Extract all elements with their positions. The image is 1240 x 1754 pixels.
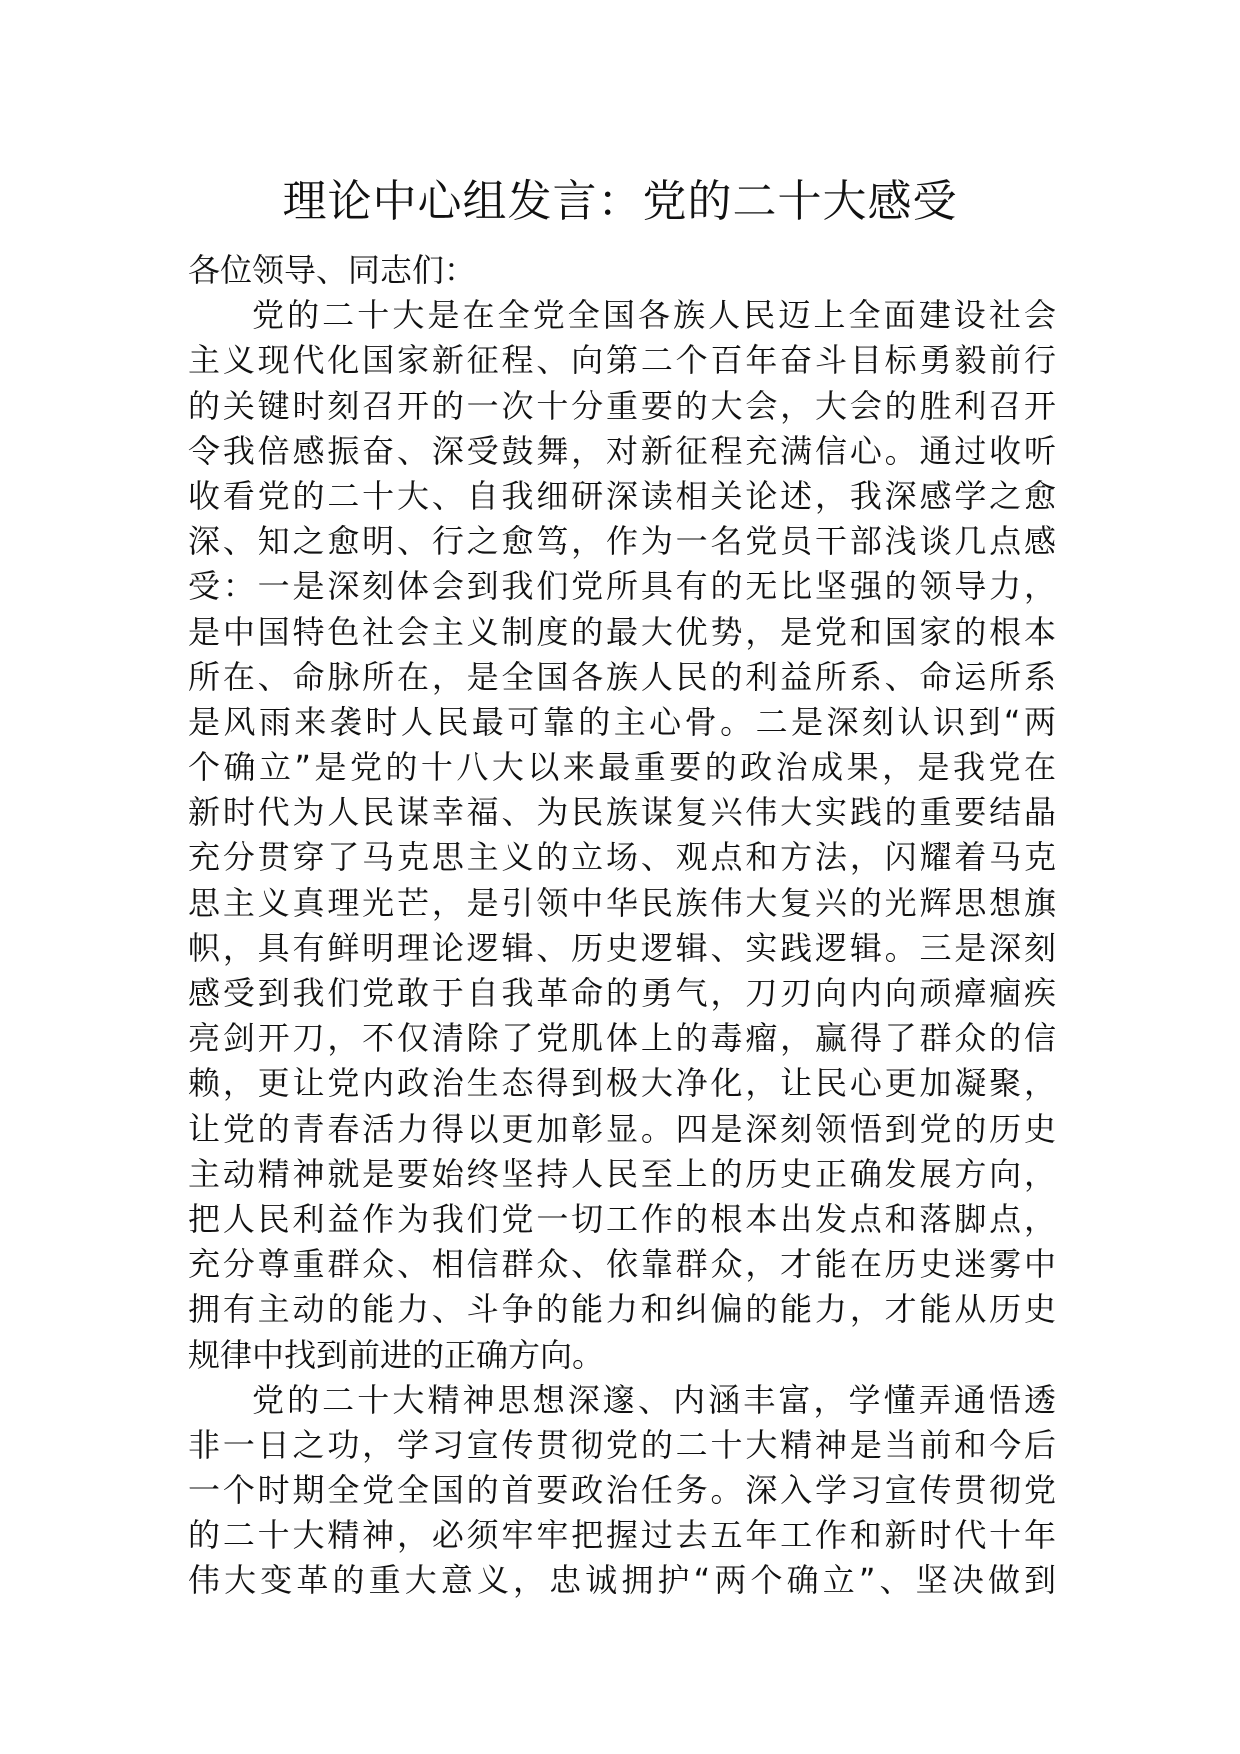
paragraph-1	[188, 293, 1056, 1378]
paragraph-line: 赖，更让党内政治生态得到极大净化，让民心更加凝聚，	[188, 1064, 1056, 1103]
paragraph-line: 充分尊重群众、相信群众、依靠群众，才能在历史迷雾中	[188, 1245, 1056, 1284]
paragraph-line: 帜，具有鲜明理论逻辑、历史逻辑、实践逻辑。三是深刻	[188, 928, 1056, 967]
paragraph-line: 一个时期全党全国的首要政治任务。深入学习宣传贯彻党	[188, 1471, 1056, 1510]
paragraph-line: 非一日之功，学习宣传贯彻党的二十大精神是当前和今后	[188, 1425, 1056, 1464]
paragraph-line: 所在、命脉所在，是全国各族人民的利益所系、命运所系	[188, 657, 1056, 696]
paragraph-2	[188, 1378, 1056, 1604]
paragraph-line: 主义现代化国家新征程、向第二个百年奋斗目标勇毅前行	[188, 341, 1056, 380]
paragraph-line: 让党的青春活力得以更加彰显。四是深刻领悟到党的历史	[188, 1109, 1056, 1148]
paragraph-line: 党的二十大是在全党全国各族人民迈上全面建设社会	[252, 296, 1056, 335]
document-body	[188, 248, 1056, 1604]
paragraph-line: 规律中找到前进的正确方向。	[188, 1335, 605, 1374]
paragraph-line: 党的二十大精神思想深邃、内涵丰富，学懂弄通悟透	[252, 1380, 1056, 1419]
paragraph-line: 感受到我们党敢于自我革命的勇气，刀刃向内向顽瘴痼疾	[188, 974, 1056, 1012]
paragraph-line: 令我倍感振奋、深受鼓舞，对新征程充满信心。通过收听	[188, 431, 1056, 470]
paragraph-line: 是风雨来袭时人民最可靠的主心骨。二是深刻认识到“两	[188, 702, 1056, 741]
paragraph-line: 思主义真理光芒，是引领中华民族伟大复兴的光辉思想旗	[188, 883, 1056, 922]
paragraph-line: 充分贯穿了马克思主义的立场、观点和方法，闪耀着马克	[188, 838, 1056, 877]
paragraph-line: 新时代为人民谋幸福、为民族谋复兴伟大实践的重要结晶	[188, 793, 1056, 832]
paragraph-line: 拥有主动的能力、斗争的能力和纠偏的能力，才能从历史	[188, 1290, 1056, 1329]
paragraph-line: 个确立”是党的十八大以来最重要的政治成果，是我党在	[188, 748, 1056, 787]
document-title: 理论中心组发言：党的二十大感受	[282, 176, 958, 227]
paragraph-line: 受：一是深刻体会到我们党所具有的无比坚强的领导力，	[188, 567, 1056, 606]
paragraph-line: 伟大变革的重大意义，忠诚拥护“两个确立”、坚决做到	[188, 1561, 1056, 1600]
salutation: 各位领导、同志们：	[188, 251, 477, 289]
paragraph-line: 的关键时刻召开的一次十分重要的大会，大会的胜利召开	[188, 386, 1056, 425]
paragraph-line: 深、知之愈明、行之愈笃，作为一名党员干部浅谈几点感	[188, 522, 1056, 561]
paragraph-line: 是中国特色社会主义制度的最大优势，是党和国家的根本	[188, 612, 1056, 651]
paragraph-line: 收看党的二十大、自我细研深读相关论述，我深感学之愈	[188, 476, 1056, 515]
paragraph-line: 的二十大精神，必须牢牢把握过去五年工作和新时代十年	[188, 1516, 1056, 1555]
paragraph-line: 主动精神就是要始终坚持人民至上的历史正确发展方向，	[188, 1154, 1056, 1193]
paragraph-line: 亮剑开刀，不仅清除了党肌体上的毒瘤，赢得了群众的信	[188, 1019, 1056, 1058]
paragraph-line: 把人民利益作为我们党一切工作的根本出发点和落脚点，	[188, 1199, 1056, 1238]
